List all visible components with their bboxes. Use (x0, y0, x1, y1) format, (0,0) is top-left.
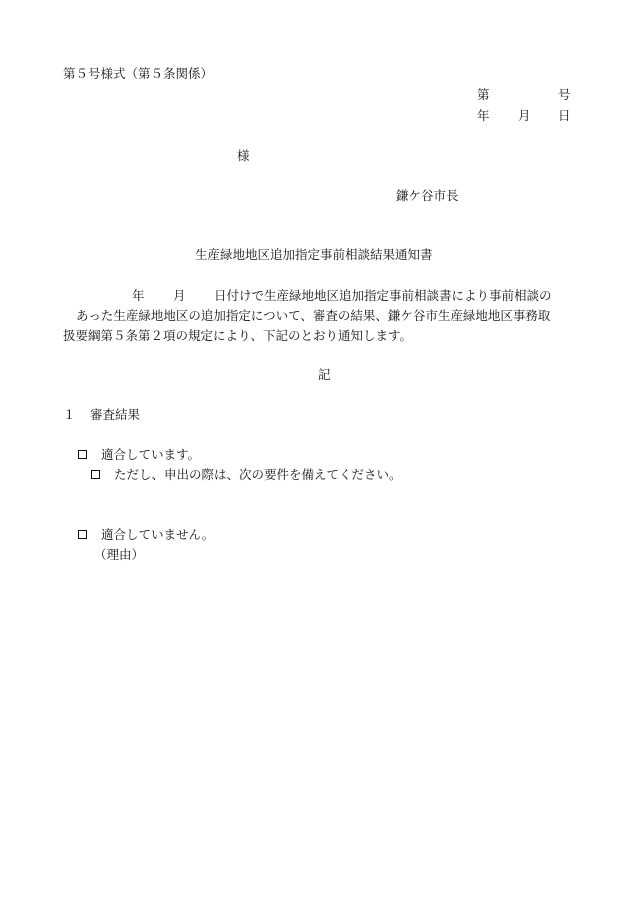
date-day: 日 (558, 108, 571, 123)
body-line-2: あった生産緑地地区の追加指定について、審査の結果、鎌ケ谷市生産緑地地区事務取 (76, 308, 551, 323)
section-number: １ (63, 407, 76, 422)
section-heading: 審査結果 (90, 407, 141, 422)
ki-heading: 記 (318, 367, 331, 382)
reason-label: （理由） (94, 547, 145, 562)
sender-name: 鎌ケ谷市長 (396, 188, 459, 203)
addressee-suffix: 様 (237, 148, 250, 163)
option-nonconforming-checkbox[interactable] (78, 530, 87, 539)
form-label: 第５号様式（第５条関係） (63, 66, 214, 81)
option-nonconforming-label: 適合していません。 (101, 527, 215, 542)
doc-number-dai: 第 (477, 87, 490, 102)
option-conforming-checkbox[interactable] (78, 450, 87, 459)
body-year: 年 (132, 288, 145, 303)
option-conforming-label: 適合しています。 (101, 447, 201, 462)
body-month: 月 (173, 288, 186, 303)
doc-number-go: 号 (558, 87, 571, 102)
document-title: 生産緑地地区追加指定事前相談結果通知書 (195, 247, 433, 262)
date-year: 年 (477, 108, 490, 123)
body-line-1: 日付けで生産緑地地区追加指定事前相談書により事前相談の (214, 288, 552, 303)
option-condition-checkbox[interactable] (91, 470, 100, 479)
option-condition-label: ただし、申出の際は、次の要件を備えてください。 (114, 467, 402, 482)
date-month: 月 (518, 108, 531, 123)
body-line-3: 扱要綱第５条第２項の規定により、下記のとおり通知します。 (63, 328, 413, 343)
